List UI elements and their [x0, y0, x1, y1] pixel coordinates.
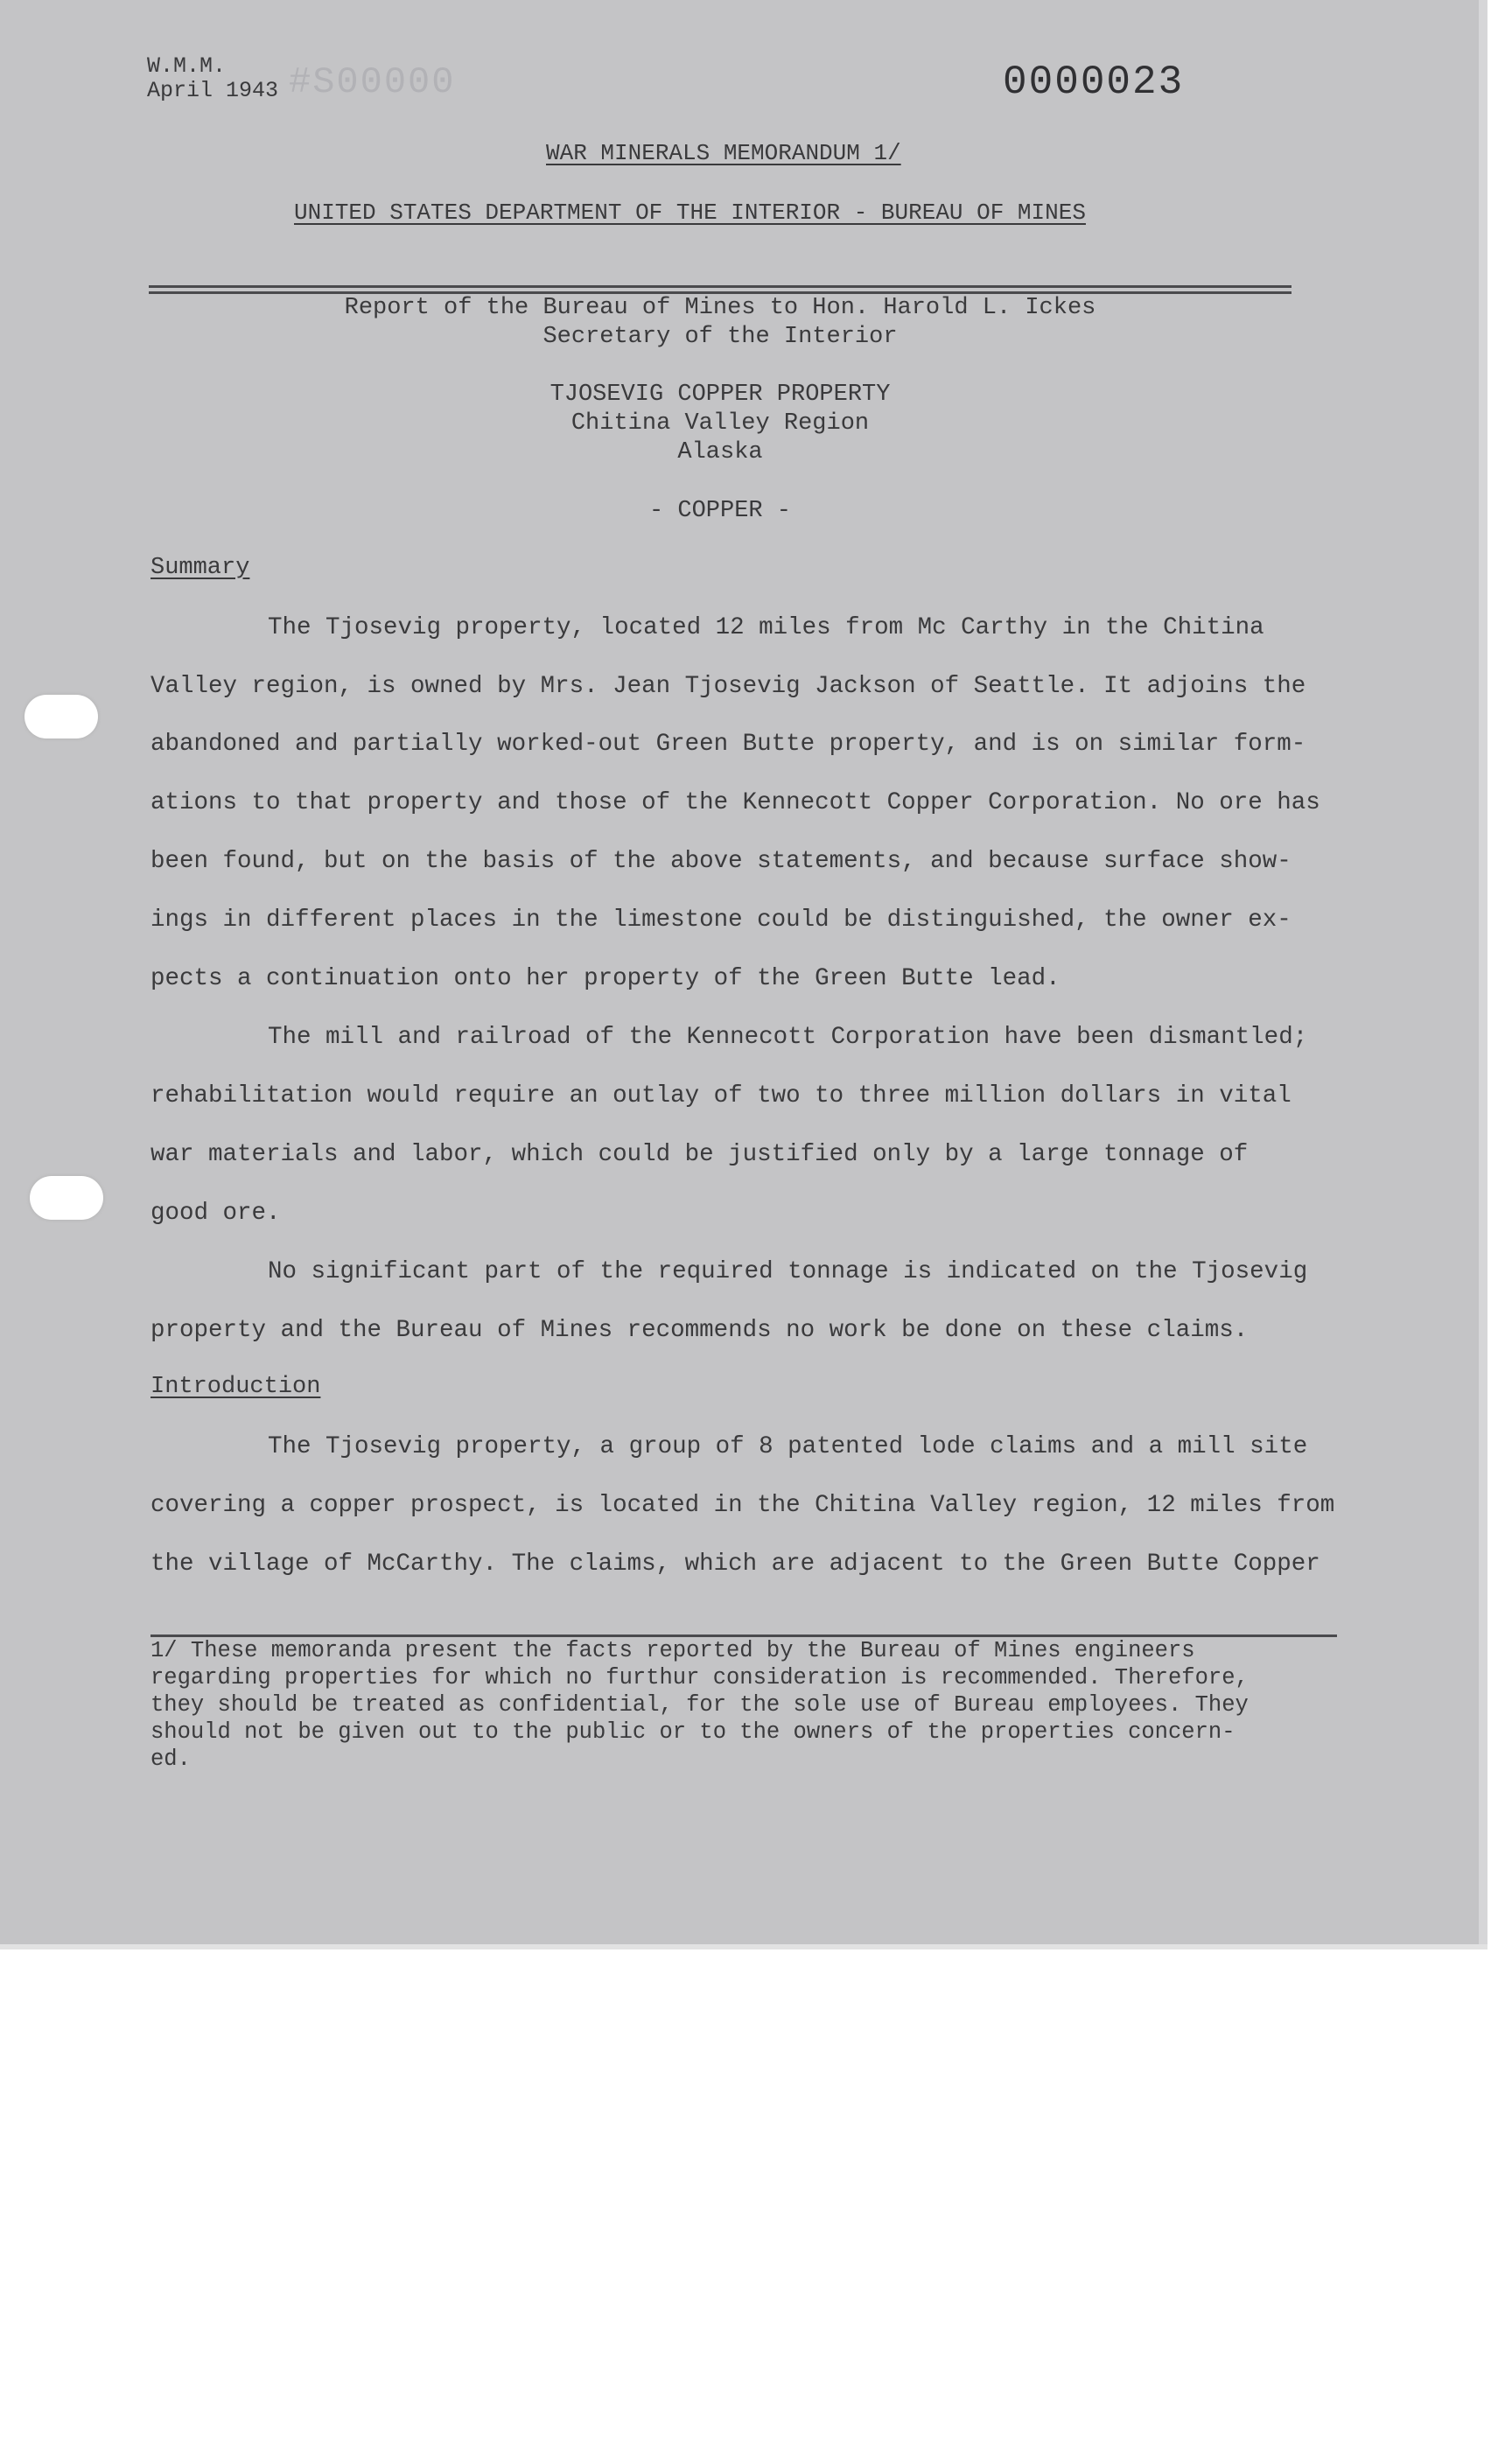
page-edge-right — [1479, 0, 1488, 1944]
summary-line: property and the Bureau of Mines recommends no work be done on these claims. — [150, 1317, 1249, 1344]
commodity-label: - COPPER - — [648, 498, 792, 524]
footnote-rule — [150, 1634, 1337, 1637]
report-addressee-title: Secretary of the Interior — [542, 324, 898, 350]
introduction-line: covering a copper prospect, is located in the Chitina Valley region, 12 miles from — [150, 1492, 1335, 1519]
introduction-line: the village of McCarthy. The claims, which are adjacent to the Green Butte Copper — [150, 1550, 1320, 1578]
summary-line: good ore. — [150, 1200, 281, 1227]
summary-line: The Tjosevig property, located 12 miles from Mc Carthy in the Chitina — [268, 614, 1264, 641]
punch-hole — [24, 695, 98, 738]
memorandum-title: WAR MINERALS MEMORANDUM 1/ — [546, 140, 901, 166]
page-edge-bottom — [0, 1944, 1488, 1950]
summary-line: Valley region, is owned by Mrs. Jean Tjosevig Jackson of Seattle. It adjoins the — [150, 673, 1306, 700]
header-date: April 1943 — [147, 78, 279, 103]
summary-line: rehabilitation would require an outlay of two to three million dollars in vital — [150, 1082, 1292, 1110]
property-name: TJOSEVIG COPPER PROPERTY — [550, 382, 891, 408]
document-number: 0000023 — [1003, 60, 1185, 105]
footnote-line: should not be given out to the public or to the owners of the properties concern- — [150, 1719, 1236, 1745]
footnote-line: ed. — [150, 1746, 191, 1772]
footnote-line: they should be treated as confidential, for the sole use of Bureau employees. They — [150, 1692, 1249, 1718]
report-addressee: Report of the Bureau of Mines to Hon. Harold L. Ickes — [344, 295, 1096, 321]
punch-hole — [30, 1176, 103, 1220]
summary-line: ations to that property and those of the Kennecott Copper Corporation. No ore has — [150, 789, 1320, 816]
summary-line: abandoned and partially worked-out Green Butte property, and is on similar form- — [150, 731, 1306, 758]
introduction-line: The Tjosevig property, a group of 8 patented lode claims and a mill site — [268, 1433, 1308, 1460]
summary-line: No significant part of the required tonnage is indicated on the Tjosevig — [268, 1258, 1308, 1285]
summary-line: been found, but on the basis of the above statements, and because surface show- — [150, 848, 1292, 875]
summary-line: The mill and railroad of the Kennecott Corporation have been dismantled; — [268, 1024, 1308, 1051]
department-title: UNITED STATES DEPARTMENT OF THE INTERIOR - BUREAU OF MINES — [294, 200, 1086, 226]
introduction-heading: Introduction — [150, 1374, 321, 1400]
summary-line: ings in different places in the limestone could be distinguished, the owner ex- — [150, 906, 1292, 934]
property-state: Alaska — [677, 439, 763, 466]
footnote-line: 1/ These memoranda present the facts reported by the Bureau of Mines engineers — [150, 1638, 1195, 1663]
header-initials: W.M.M. — [147, 53, 227, 79]
property-region: Chitina Valley Region — [570, 410, 870, 437]
summary-line: pects a continuation onto her property of the Green Butte lead. — [150, 965, 1060, 992]
summary-line: war materials and labor, which could be justified only by a large tonnage of — [150, 1141, 1249, 1168]
footnote-line: regarding properties for which no furthur consideration is recommended. Therefore, — [150, 1665, 1249, 1690]
header-rule-top — [149, 285, 1292, 288]
summary-heading: Summary — [150, 555, 250, 581]
faded-stamp: #S00000 — [289, 61, 456, 103]
